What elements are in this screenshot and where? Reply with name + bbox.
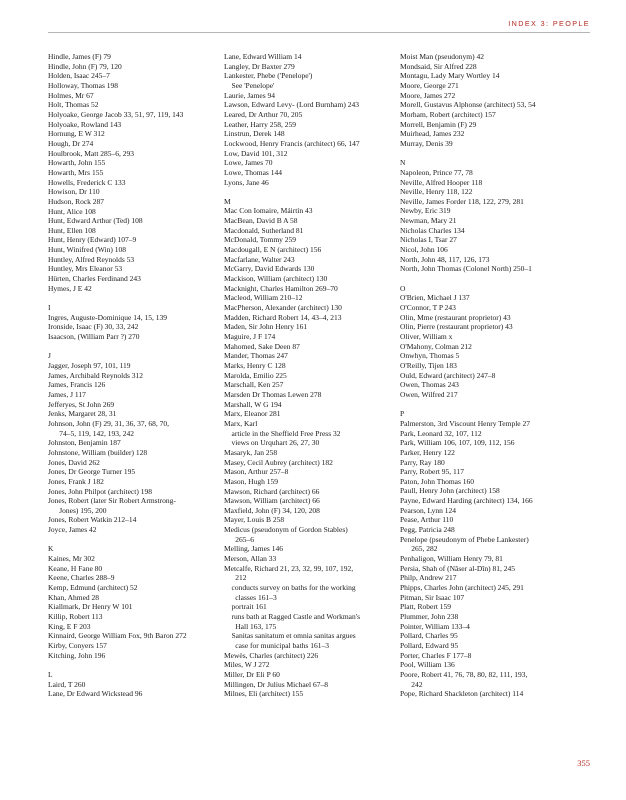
index-entry: runs bath at Ragged Castle and Workman's	[224, 612, 360, 622]
index-entry: Howells, Frederick C 133	[48, 177, 126, 187]
index-entry: O'Connor, T P 243	[400, 303, 456, 313]
index-entry: Hudson, Rock 287	[48, 196, 105, 206]
index-entry: Neville, Alfred Hooper 118	[400, 177, 483, 187]
index-entry: Jones, Frank J 182	[48, 476, 104, 486]
index-entry: Hindle, James (F) 79	[48, 52, 111, 61]
index-entry: Poore, Robert 41, 76, 78, 80, 82, 111, 193,	[400, 669, 528, 679]
section-letter: M	[224, 196, 231, 206]
index-entry: Philp, Andrew 217	[400, 573, 457, 583]
index-entry: Morrell, Benjamin (F) 29	[400, 119, 477, 129]
index-entry: Murray, Denis 39	[400, 138, 453, 148]
index-entry: Macfarlane, Walter 243	[224, 254, 295, 264]
index-entry: Holyoake, George Jacob 33, 51, 97, 119, 143	[48, 109, 184, 119]
index-column-1	[48, 52, 218, 699]
index-entry: Hymes, J E 42	[48, 283, 92, 293]
index-entry: Mander, Thomas 247	[224, 351, 288, 361]
index-entry: Parker, Henry 122	[400, 447, 455, 457]
index-entry: O'Brien, Michael J 137	[400, 293, 470, 303]
index-entry: Macdonald, Sutherland 81	[224, 225, 304, 235]
index-entry: Paull, Henry John (architect) 158	[400, 486, 500, 496]
index-entry: Pope, Richard Shackleton (architect) 114	[400, 689, 524, 699]
index-entry: Mondsaid, Sir Alfred 228	[400, 61, 477, 71]
index-entry: Johnstone, William (builder) 128	[48, 447, 148, 457]
index-entry: case for municipal baths 161–3	[224, 641, 329, 651]
index-entry: Jones, Dr George Turner 195	[48, 467, 136, 477]
index-entry: Montagu, Lady Mary Wortley 14	[400, 71, 500, 81]
index-entry: Houlbrook, Matt 285–6, 293	[48, 148, 135, 158]
index-entry: Lawson, Edward Levy- (Lord Burnham) 243	[224, 100, 359, 110]
index-entry: Hornung, E W 312	[48, 129, 105, 139]
index-entry: Newby, Eric 319	[400, 206, 451, 216]
index-entry: Laurie, James 94	[224, 90, 276, 100]
index-entry: 74–5, 119, 142, 193, 242	[48, 428, 134, 438]
index-entry: Miles, W J 272	[224, 660, 270, 670]
index-entry: Mawson, Richard (architect) 66	[224, 486, 320, 496]
index-entry: Kemp, Edmund (architect) 52	[48, 583, 138, 593]
index-entry: views on Urquhart 26, 27, 30	[224, 438, 320, 448]
index-entry: Maxfield, John (F) 34, 120, 208	[224, 505, 320, 515]
index-entry: Jones, David 262	[48, 457, 100, 467]
index-entry: Marolda, Emilio 225	[224, 370, 287, 380]
index-entry: 242	[400, 679, 423, 689]
index-entry: Leather, Harry 258, 259	[224, 119, 296, 129]
section-letter: N	[400, 158, 406, 168]
index-entry: Hunt, Winifred (Win) 108	[48, 245, 126, 255]
index-entry: Napoleon, Prince 77, 78	[400, 167, 473, 177]
index-entry: article in the Sheffield Free Press 32	[224, 428, 341, 438]
index-entry: Pool, William 136	[400, 660, 455, 670]
index-entry: Madden, Richard Robert 14, 43–4, 213	[224, 312, 342, 322]
index-entry: Marshall, W G 194	[224, 399, 282, 409]
index-entry: Marschall, Ken 257	[224, 380, 284, 390]
index-entry: James, Francis 126	[48, 380, 106, 390]
index-entry: Morham, Robert (architect) 157	[400, 109, 496, 119]
index-entry: Muirhead, James 232	[400, 129, 465, 139]
index-entry: Lyons, Jane 46	[224, 177, 269, 187]
index-entry: Jones, Robert (later Sir Robert Armstrong-	[48, 496, 176, 506]
index-entry: Penhaligon, William Henry 79, 81	[400, 554, 503, 564]
index-entry: Jefferyes, St John 269	[48, 399, 115, 409]
index-entry: North, John Thomas (Colonel North) 250–1	[400, 264, 532, 274]
index-entry: Payne, Edward Harding (architect) 134, 166	[400, 496, 533, 506]
index-entry: Owen, Thomas 243	[400, 380, 459, 390]
index-entry: Parry, Ray 180	[400, 457, 445, 467]
index-entry: MacPherson, Alexander (architect) 130	[224, 303, 342, 313]
section-spacer	[224, 187, 396, 197]
index-entry: Masaryk, Jan 258	[224, 447, 278, 457]
index-entry: Marx, Eleanor 281	[224, 409, 281, 419]
index-entry: Lane, Edward William 14	[224, 52, 302, 61]
index-entry: Huntley, Alfred Reynolds 53	[48, 254, 135, 264]
index-entry: Howison, Dr 110	[48, 187, 100, 197]
index-entry: Keane, H Fane 80	[48, 563, 103, 573]
index-entry: Holmes, Mr 67	[48, 90, 94, 100]
index-entry: classes 161–3	[224, 592, 277, 602]
section-letter: L	[48, 669, 53, 679]
index-entry: Johnston, Benjamin 187	[48, 438, 121, 448]
index-entry: Jenks, Margaret 28, 31	[48, 409, 117, 419]
index-entry: Pease, Arthur 110	[400, 515, 454, 525]
index-entry: conducts survey on baths for the working	[224, 583, 356, 593]
index-entry: Metcalfe, Richard 21, 23, 32, 99, 107, 192,	[224, 563, 354, 573]
index-entry: Neville, James Forder 118, 122, 279, 281	[400, 196, 524, 206]
index-entry: Platt, Robert 159	[400, 602, 452, 612]
index-entry: Mason, Hugh 159	[224, 476, 278, 486]
index-entry: Olin, Pierre (restaurant proprietor) 43	[400, 322, 513, 332]
section-letter: O	[400, 283, 406, 293]
index-entry: Hunt, Edward Arthur (Ted) 108	[48, 216, 143, 226]
index-entry: Paton, John Thomas 160	[400, 476, 475, 486]
index-entry: Holden, Isaac 245–7	[48, 71, 110, 81]
index-entry: Mayer, Louis B 258	[224, 515, 285, 525]
index-entry: Owen, Wilfred 217	[400, 389, 458, 399]
index-entry: Nicholas Charles 134	[400, 225, 465, 235]
section-letter: I	[48, 303, 51, 313]
index-entry: Kiallmark, Dr Henry W 101	[48, 602, 133, 612]
index-entry: Lane, Dr Edward Wickstead 96	[48, 689, 143, 699]
section-spacer	[400, 149, 580, 159]
section-spacer	[400, 400, 580, 410]
index-entry: Ingres, Auguste-Dominique 14, 15, 139	[48, 312, 167, 322]
header-rule	[48, 32, 590, 33]
index-entry: Kirby, Conyers 157	[48, 640, 107, 650]
index-entry: Khan, Ahmed 28	[48, 592, 100, 602]
section-spacer	[48, 660, 218, 670]
index-entry: Penelope (pseudonym of Phebe Lankester)	[400, 534, 529, 544]
index-entry: Pollard, Charles 95	[400, 631, 458, 641]
index-entry: Pollard, Edward 95	[400, 640, 459, 650]
index-entry: Mason, Arthur 257–8	[224, 467, 289, 477]
section-letter: K	[48, 544, 54, 554]
index-entry: Johnson, John (F) 29, 31, 36, 37, 68, 70,	[48, 418, 170, 428]
index-entry: Merson, Allan 33	[224, 554, 277, 564]
index-entry: James, Archibald Reynolds 312	[48, 370, 143, 380]
index-entry: Morell, Gustavus Alphonse (architect) 53, 54	[400, 100, 536, 110]
index-entry: See 'Penelope'	[224, 80, 275, 90]
index-entry: Howarth, John 155	[48, 158, 106, 168]
running-head: INDEX 3: PEOPLE	[508, 19, 590, 28]
index-entry: Nicholas I, Tsar 27	[400, 235, 457, 245]
index-entry: Leared, Dr Arthur 70, 205	[224, 109, 303, 119]
index-entry: Mac Con Iomaire, Máirtín 43	[224, 206, 313, 216]
page-number: 355	[577, 758, 590, 768]
index-entry: Lowe, Thomas 144	[224, 167, 282, 177]
index-entry: Phipps, Charles John (architect) 245, 291	[400, 583, 524, 593]
index-entry: Keene, Charles 288–9	[48, 573, 115, 583]
index-entry: King, E F 203	[48, 621, 91, 631]
index-entry: Porter, Charles F 177–8	[400, 650, 472, 660]
index-entry: Marks, Henry C 128	[224, 360, 286, 370]
index-entry: Lowe, James 70	[224, 158, 273, 168]
index-entry: Macleod, William 210–12	[224, 293, 303, 303]
index-entry: Joyce, James 42	[48, 525, 97, 535]
index-entry: Low, David 101, 312	[224, 148, 288, 158]
index-entry: Sanitas sanitatum et omnia sanitas argues	[224, 631, 356, 641]
index-entry: portrait 161	[224, 602, 267, 612]
section-letter: P	[400, 409, 405, 419]
index-entry: Ironside, Isaac (F) 30, 33, 242	[48, 322, 139, 332]
index-entry: Macknight, Charles Hamilton 269–70	[224, 283, 338, 293]
index-entry: Marx, Karl	[224, 418, 258, 428]
index-entry: Pitman, Sir Isaac 107	[400, 592, 465, 602]
index-entry: Hunt, Henry (Edward) 107–9	[48, 235, 137, 245]
index-entry: Langley, Dr Baxter 279	[224, 61, 295, 71]
index-entry: Mewès, Charles (architect) 226	[224, 650, 319, 660]
index-entry: Isaacson, (William Parr ?) 270	[48, 332, 140, 342]
index-entry: Hürten, Charles Ferdinand 243	[48, 274, 141, 284]
section-spacer	[48, 293, 218, 303]
index-entry: Huntley, Mrs Eleanor 53	[48, 264, 123, 274]
index-column-3	[400, 52, 580, 699]
index-entry: Lankester, Phebe ('Penelope')	[224, 71, 313, 81]
index-entry: Moist Man (pseudonym) 42	[400, 52, 484, 61]
index-entry: Laird, T 260	[48, 679, 86, 689]
index-entry: Parry, Robert 95, 117	[400, 467, 465, 477]
index-entry: Nicol, John 106	[400, 245, 448, 255]
index-entry: Hall 163, 175	[224, 621, 277, 631]
index-entry: Maden, Sir John Henry 161	[224, 322, 308, 332]
index-entry: Onwhyn, Thomas 5	[400, 351, 460, 361]
index-entry: Maguire, J F 174	[224, 332, 276, 342]
index-entry: Olin, Mme (restaurant proprietor) 43	[400, 312, 511, 322]
index-entry: Kaines, Mr 302	[48, 554, 95, 564]
index-entry: Mackison, William (architect) 130	[224, 274, 328, 284]
section-spacer	[48, 342, 218, 352]
index-entry: Moore, George 271	[400, 80, 459, 90]
index-entry: James, J 117	[48, 389, 86, 399]
index-entry: Hunt, Alice 108	[48, 206, 96, 216]
index-entry: Lockwood, Henry Francis (architect) 66, 147	[224, 138, 360, 148]
index-entry: Hunt, Ellen 108	[48, 225, 96, 235]
index-entry: Jagger, Joseph 97, 101, 119	[48, 360, 131, 370]
index-entry: Palmerston, 3rd Viscount Henry Temple 27	[400, 418, 530, 428]
index-entry: Linstrun, Derek 148	[224, 129, 285, 139]
index-entry: Miller, Dr Eli P 60	[224, 669, 280, 679]
section-spacer	[48, 535, 218, 545]
index-entry: Ould, Edward (architect) 247–8	[400, 370, 496, 380]
index-entry: Medicus (pseudonym of Gordon Stables)	[224, 525, 348, 535]
index-entry: Howarth, Mrs 155	[48, 167, 104, 177]
index-entry: 265, 282	[400, 544, 438, 554]
index-entry: MacBean, David B A 58	[224, 216, 298, 226]
index-entry: Hindle, John (F) 79, 120	[48, 61, 122, 71]
index-entry: North, John 48, 117, 126, 173	[400, 254, 490, 264]
index-entry: McGarry, David Edwards 130	[224, 264, 315, 274]
index-entry: Persia, Shah of (Nâser al-Dîn) 81, 245	[400, 563, 515, 573]
index-entry: Pearson, Lynn 124	[400, 505, 457, 515]
index-entry: Kinnaird, George William Fox, 9th Baron 272	[48, 631, 187, 641]
index-entry: Mahomed, Sake Deen 87	[224, 341, 300, 351]
index-entry: Hough, Dr 274	[48, 138, 94, 148]
index-entry: McDonald, Tommy 259	[224, 235, 297, 245]
index-entry: Jones, Robert Watkin 212–14	[48, 515, 137, 525]
index-entry: 212	[224, 573, 247, 583]
index-entry: Mawson, William (architect) 66	[224, 496, 320, 506]
index-entry: Pointer, William 133–4	[400, 621, 470, 631]
index-column-2	[224, 52, 396, 699]
index-entry: Millingen, Dr Julius Michael 67–8	[224, 679, 328, 689]
index-entry: Macdougall, E N (architect) 156	[224, 245, 322, 255]
index-entry: Plummer, John 238	[400, 612, 459, 622]
index-entry: Jones) 195, 200	[48, 505, 107, 515]
index-entry: Jones, John Philpot (architect) 198	[48, 486, 152, 496]
index-entry: Moore, James 272	[400, 90, 456, 100]
index-entry: Holloway, Thomas 198	[48, 80, 118, 90]
index-entry: Melling, James 146	[224, 544, 283, 554]
index-entry: Neville, Henry 118, 122	[400, 187, 473, 197]
index-entry: Oliver, William x	[400, 332, 453, 341]
index-entry: Marsden Dr Thomas Lewen 278	[224, 389, 322, 399]
index-entry: Milnes, Eli (architect) 155	[224, 689, 304, 699]
index-entry: Park, William 106, 107, 109, 112, 156	[400, 438, 515, 448]
index-entry: O'Reilly, Tijen 183	[400, 360, 457, 370]
section-letter: J	[48, 351, 51, 361]
index-entry: Kitching, John 196	[48, 650, 106, 660]
index-entry: Newman, Mary 21	[400, 216, 457, 226]
index-entry: O'Mahony, Colman 212	[400, 341, 472, 351]
section-spacer	[400, 274, 580, 284]
index-entry: Masey, Cecil Aubrey (architect) 182	[224, 457, 333, 467]
index-entry: Killip, Robert 113	[48, 612, 103, 622]
index-entry: Pegg, Patricia 248	[400, 525, 455, 535]
index-entry: 265–6	[224, 534, 254, 544]
index-entry: Holyoake, Rowland 143	[48, 119, 122, 129]
index-entry: Park, Leonard 32, 107, 112	[400, 428, 482, 438]
index-entry: Holt, Thomas 52	[48, 100, 99, 110]
